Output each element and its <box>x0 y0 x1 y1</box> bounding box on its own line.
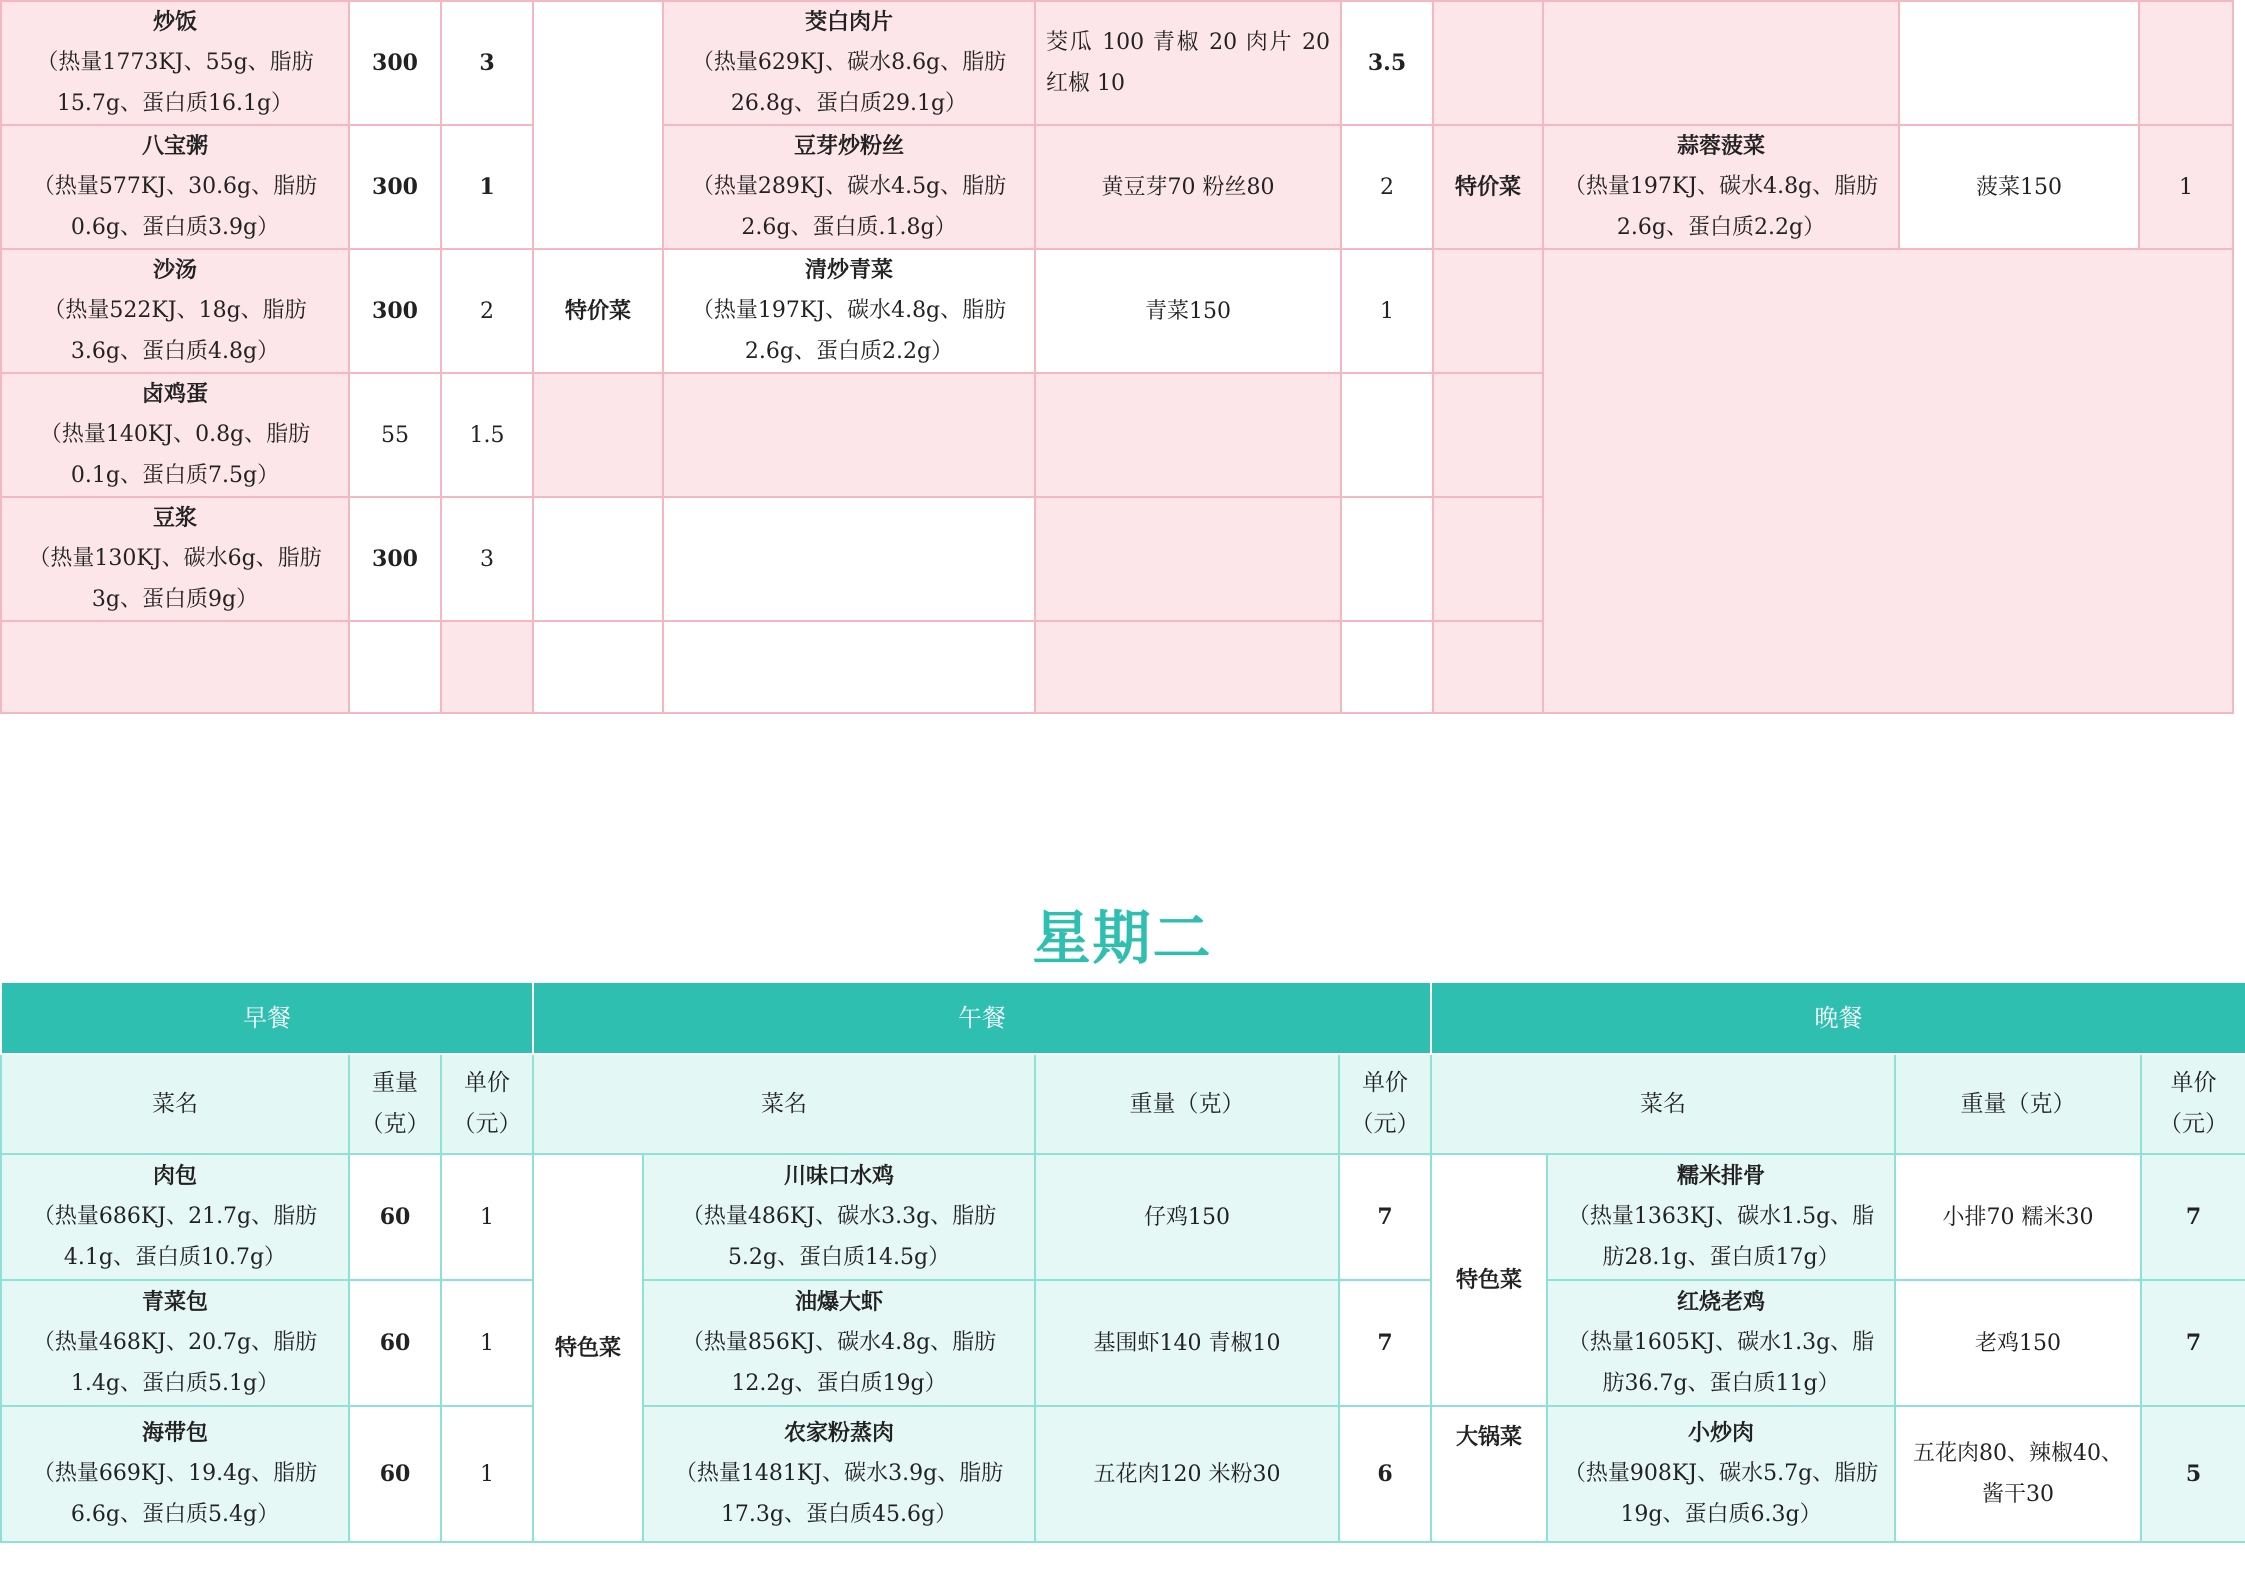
dish-name: 农家粉蒸肉 <box>784 1420 895 1446</box>
lunch-category-cell <box>533 497 663 621</box>
col-price: 单价（元） <box>1339 1054 1431 1154</box>
dinner-dish-cell <box>1543 1 1899 125</box>
empty-cell <box>1341 621 1433 713</box>
empty-cell <box>533 621 663 713</box>
breakfast-price: 1 <box>441 1406 533 1542</box>
dish-nutrition: （热量1481KJ、碳水3.9g、脂肪17.3g、蛋白质45.6g） <box>674 1461 1004 1527</box>
lunch-price: 1 <box>1341 249 1433 373</box>
dish-nutrition: （热量289KJ、碳水4.5g、脂肪2.6g、蛋白质.1.8g） <box>691 174 1007 240</box>
breakfast-price: 1.5 <box>441 373 533 497</box>
lunch-category-cell: 特价菜 <box>533 249 663 373</box>
col-dish-name: 菜名 <box>533 1054 1035 1154</box>
breakfast-weight: 300 <box>349 1 441 125</box>
breakfast-price: 3 <box>441 497 533 621</box>
lunch-dish-cell <box>663 373 1035 497</box>
dish-name: 豆芽炒粉丝 <box>793 133 904 159</box>
table-row <box>1 1154 2245 1280</box>
lunch-category-cell <box>533 373 663 497</box>
meal-dinner-header: 晚餐 <box>1431 982 2245 1054</box>
dinner-dish-cell <box>1547 1154 1895 1280</box>
dinner-dish-cell <box>1543 125 1899 249</box>
lunch-dish-cell <box>643 1406 1035 1542</box>
dish-nutrition: （热量1363KJ、碳水1.5g、脂肪28.1g、蛋白质17g） <box>1567 1204 1875 1270</box>
lunch-dish-cell <box>643 1280 1035 1406</box>
lunch-price: 3.5 <box>1341 1 1433 125</box>
dish-nutrition: （热量486KJ、碳水3.3g、脂肪5.2g、蛋白质14.5g） <box>681 1204 997 1270</box>
breakfast-weight: 60 <box>349 1280 441 1406</box>
empty-cell <box>663 621 1035 713</box>
lunch-weight: 五花肉120 米粉30 <box>1035 1406 1339 1542</box>
empty-cell <box>441 621 533 713</box>
table-row <box>1 1280 2245 1406</box>
table-row <box>1 1 2233 125</box>
lunch-dish-cell <box>643 1154 1035 1280</box>
dish-name: 炒饭 <box>152 9 197 35</box>
dish-name: 川味口水鸡 <box>784 1163 895 1189</box>
dish-nutrition: （热量908KJ、碳水5.7g、脂肪19g、蛋白质6.3g） <box>1563 1461 1879 1527</box>
breakfast-price: 1 <box>441 1280 533 1406</box>
lunch-dish-cell <box>663 125 1035 249</box>
tuesday-menu-table <box>0 981 2245 1543</box>
lunch-weight: 仔鸡150 <box>1035 1154 1339 1280</box>
dish-nutrition: （热量197KJ、碳水4.8g、脂肪2.6g、蛋白质2.2g） <box>1563 174 1879 240</box>
dish-name: 红烧老鸡 <box>1677 1289 1766 1315</box>
breakfast-dish-cell <box>1 373 349 497</box>
breakfast-price: 2 <box>441 249 533 373</box>
dinner-weight: 菠菜150 <box>1899 125 2139 249</box>
lunch-dish-cell <box>663 1 1035 125</box>
dish-name: 卤鸡蛋 <box>141 381 208 407</box>
dinner-price: 7 <box>2141 1280 2245 1406</box>
dish-nutrition: （热量197KJ、碳水4.8g、脂肪2.6g、蛋白质2.2g） <box>691 298 1007 364</box>
dinner-price <box>2139 1 2233 125</box>
lunch-category-cell <box>533 1 663 249</box>
meal-header-row <box>1 982 2245 1054</box>
breakfast-dish-cell <box>1 1406 349 1542</box>
table-row <box>1 1406 2245 1542</box>
dinner-category-cell <box>1433 249 1543 373</box>
breakfast-dish-cell <box>1 249 349 373</box>
breakfast-price: 1 <box>441 125 533 249</box>
lunch-weight: 青菜150 <box>1035 249 1341 373</box>
breakfast-weight: 55 <box>349 373 441 497</box>
dinner-category-cell: 特价菜 <box>1433 125 1543 249</box>
lunch-price <box>1341 373 1433 497</box>
breakfast-dish-cell <box>1 1 349 125</box>
dinner-category-cell <box>1433 497 1543 621</box>
dinner-category-cell <box>1433 1 1543 125</box>
dish-nutrition: （热量522KJ、18g、脂肪3.6g、蛋白质4.8g） <box>43 298 307 364</box>
dinner-category-cell <box>1433 373 1543 497</box>
dish-name: 八宝粥 <box>141 133 208 159</box>
lunch-price: 6 <box>1339 1406 1431 1542</box>
dish-nutrition: （热量1605KJ、碳水1.3g、脂肪36.7g、蛋白质11g） <box>1567 1330 1875 1396</box>
dish-name: 蒜蓉菠菜 <box>1676 133 1765 159</box>
dish-nutrition: （热量577KJ、30.6g、脂肪0.6g、蛋白质3.9g） <box>32 174 318 240</box>
dinner-price: 5 <box>2141 1406 2245 1542</box>
dish-nutrition: （热量140KJ、0.8g、脂肪0.1g、蛋白质7.5g） <box>39 422 311 488</box>
breakfast-weight: 300 <box>349 497 441 621</box>
breakfast-weight: 60 <box>349 1406 441 1542</box>
col-weight: 重量（克） <box>1895 1054 2141 1154</box>
lunch-weight: 基围虾140 青椒10 <box>1035 1280 1339 1406</box>
col-dish-name: 菜名 <box>1431 1054 1895 1154</box>
table-row <box>1 125 2233 249</box>
breakfast-dish-cell <box>1 1280 349 1406</box>
dish-name: 茭白肉片 <box>804 9 893 35</box>
meal-lunch-header: 午餐 <box>533 982 1431 1054</box>
column-header-row <box>1 1054 2245 1154</box>
dish-name: 沙汤 <box>152 257 197 283</box>
breakfast-dish-cell <box>1 1154 349 1280</box>
lunch-weight: 黄豆芽70 粉丝80 <box>1035 125 1341 249</box>
lunch-dish-cell <box>663 249 1035 373</box>
dinner-dish-cell <box>1547 1280 1895 1406</box>
breakfast-price: 1 <box>441 1154 533 1280</box>
dish-nutrition: （热量686KJ、21.7g、脂肪4.1g、蛋白质10.7g） <box>32 1204 318 1270</box>
dish-name: 豆浆 <box>152 505 197 531</box>
dinner-dish-cell <box>1547 1406 1895 1542</box>
dish-name: 糯米排骨 <box>1677 1163 1766 1189</box>
dinner-empty-block <box>1543 249 2233 713</box>
lunch-price <box>1341 497 1433 621</box>
table-row <box>1 249 2233 373</box>
breakfast-weight: 300 <box>349 125 441 249</box>
dinner-price: 1 <box>2139 125 2233 249</box>
dish-name: 肉包 <box>152 1163 197 1189</box>
dish-nutrition: （热量669KJ、19.4g、脂肪6.6g、蛋白质5.4g） <box>32 1461 318 1527</box>
dinner-weight: 小排70 糯米30 <box>1895 1154 2141 1280</box>
breakfast-weight: 300 <box>349 249 441 373</box>
empty-cell <box>1433 621 1543 713</box>
breakfast-dish-cell <box>1 125 349 249</box>
col-weight: 重量（克） <box>1035 1054 1339 1154</box>
dinner-category-cell: 特色菜 <box>1431 1154 1547 1406</box>
day-title: 星期二 <box>1032 904 1213 972</box>
dish-name: 海带包 <box>141 1420 208 1446</box>
lunch-price: 7 <box>1339 1280 1431 1406</box>
col-dish-name: 菜名 <box>1 1054 349 1154</box>
dish-nutrition: （热量468KJ、20.7g、脂肪1.4g、蛋白质5.1g） <box>32 1330 318 1396</box>
dish-name: 青菜包 <box>141 1289 208 1315</box>
monday-menu-table <box>0 0 2234 714</box>
dinner-weight <box>1899 1 2139 125</box>
dish-name: 油爆大虾 <box>795 1289 884 1315</box>
dish-nutrition: （热量130KJ、碳水6g、脂肪3g、蛋白质9g） <box>28 546 322 612</box>
meal-breakfast-header: 早餐 <box>1 982 533 1054</box>
lunch-dish-cell <box>663 497 1035 621</box>
lunch-price: 2 <box>1341 125 1433 249</box>
lunch-weight: 茭瓜 100 青椒 20 肉片 20 红椒 10 <box>1035 1 1341 125</box>
dinner-weight: 老鸡150 <box>1895 1280 2141 1406</box>
lunch-category-cell: 特色菜 <box>533 1154 643 1542</box>
dish-nutrition: （热量1773KJ、55g、脂肪15.7g、蛋白质16.1g） <box>36 50 314 116</box>
dish-name: 小炒肉 <box>1688 1420 1755 1446</box>
lunch-weight <box>1035 373 1341 497</box>
dish-nutrition: （热量629KJ、碳水8.6g、脂肪26.8g、蛋白质29.1g） <box>691 50 1007 116</box>
empty-cell <box>349 621 441 713</box>
dinner-price: 7 <box>2141 1154 2245 1280</box>
empty-cell <box>1035 621 1341 713</box>
col-price: 单价（元） <box>2141 1054 2245 1154</box>
empty-cell <box>1 621 349 713</box>
breakfast-price: 3 <box>441 1 533 125</box>
lunch-weight <box>1035 497 1341 621</box>
breakfast-dish-cell <box>1 497 349 621</box>
dinner-weight: 五花肉80、辣椒40、酱干30 <box>1895 1406 2141 1542</box>
dish-name: 清炒青菜 <box>804 257 893 283</box>
col-weight: 重量（克） <box>349 1054 441 1154</box>
col-price: 单价（元） <box>441 1054 533 1154</box>
lunch-price: 7 <box>1339 1154 1431 1280</box>
breakfast-weight: 60 <box>349 1154 441 1280</box>
dish-nutrition: （热量856KJ、碳水4.8g、脂肪12.2g、蛋白质19g） <box>681 1330 997 1396</box>
dinner-category-cell: 大锅菜 <box>1431 1406 1547 1542</box>
